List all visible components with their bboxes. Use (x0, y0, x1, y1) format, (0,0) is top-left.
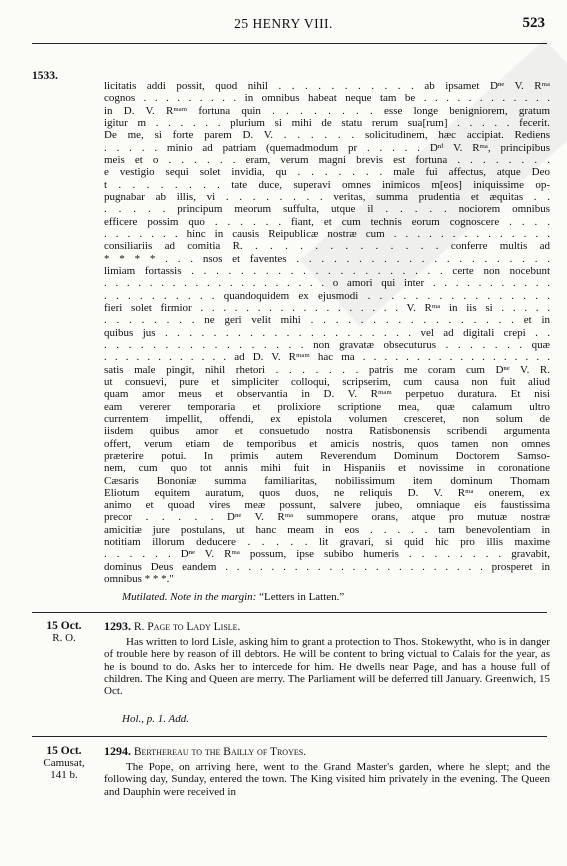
entry-source: Camusat, (43, 757, 85, 769)
entry-heading-1293 (104, 619, 550, 634)
text-line: fieri solet firmior . . . . . . . . . . . . . . . . . . V. Rᵐᵃ in iis si . . . . . (104, 301, 550, 314)
text-line: De me, si forte parem D. V. . . . . . . solicitudinem, hæc accipiat. Rediens (104, 129, 550, 142)
text-line: t . . . . . . . . tate duce, superavi omnes inimicos m[eos] iniquissime op- (104, 178, 550, 191)
entry-number: 1293. (104, 619, 131, 633)
section-rule (32, 612, 547, 613)
text-line: notitiam illorum deducere . . . . . lit gravari, si quid hic pro illis maxime (104, 536, 550, 549)
text-line: * * * * . . . nsos et faventes . . . . . . . . . . . . . . . . . . . . . (104, 252, 550, 265)
entry-body-1293: Has written to lord Lisle, asking him to grant a protection to Thos. Stokewytht, who is in danger of trouble here by reason of ill debtors. He will be content to bring victual to Calais for the year, as he is bound to do. Asks her to intercede for him. He dwells near Page, and has a house full of children. The King and Queen are merry. The Parliament will be deferred till January. Greenwich, 15 Oct. (104, 636, 550, 698)
entry-reference-1293: Hol., p. 1. Add. (122, 713, 190, 725)
text-line: . . . . . . . . . . . . ad D. V. Rᵐᵃᵐ hac ma . . . . . . . . . . . . . . . . . . (104, 351, 550, 364)
text-line: eam vererer temporaria et prolixiore scriptione mea, quæ calamum ultro (104, 400, 550, 413)
text-line: amicitiæ jure postulans, ut hanc meam in eos . . . . . tam benevolentiam in (104, 523, 550, 536)
entry-number: 1294. (104, 744, 131, 758)
text-line: animo et quoad vires meæ possunt, salvere jubeo, omniaque eis faustissima (104, 499, 550, 512)
text-line: cognos . . . . . . . . . in omnibus habeat neque tam be . . . . . . . . . . . . (104, 92, 550, 105)
text-line: . . . . . . . . . . . . . . . . . non gravatæ obsecuturus . . . . . . . quæ (104, 338, 550, 351)
text-line: igitur m . . . . . . plurium si mihi de statu rerum sua[rum] . . . . . fecerit. (104, 116, 550, 129)
text-line: omnibus * * *." (104, 573, 174, 586)
entry-body-1294: The Pope, on arriving here, went to the Grand Master's garden, where he slept; and the following day, Sunday, entered the town. The King visited him privately in the evening. The Queen and Dauphin were received in (104, 761, 550, 798)
text-line: . . . . . minio ad patriam (quemadmodum pr . . . . . Dⁿⁱ V. Rᵐᵃ, principibus (104, 141, 550, 154)
editorial-note (122, 591, 550, 603)
text-line: Cæsaris Bononiæ summa familiaritas, nobilissimum item dominum Thomam (104, 474, 550, 487)
note-mutilated: Mutilated. (122, 591, 168, 603)
section-rule (32, 736, 547, 737)
text-line: in D. V. Rᵐᵃᵐ fortuna quin . . . . . . . . esse longe benigniorem, gratum (104, 104, 550, 117)
text-line: . . . . . . . . ne geri velit mihi . . . . . . . . . . . . . . . . . et in (104, 314, 550, 327)
entry-date: 15 Oct. (46, 620, 82, 632)
text-line: præterire potui. In primis autem Reverendum Dominum Doctorem Samso- (104, 449, 550, 462)
entry-margin-1294 (28, 745, 100, 781)
text-line: limiam fortassis . . . . . . . . . . . . . . . . . . . . . certe non nocebunt (104, 264, 550, 277)
text-line: currentem impellit, offendi, ex epistola volumen cresceret, non solum de (104, 412, 550, 425)
running-title: 25 HENRY VIII. (234, 16, 333, 31)
entry-margin-1293 (28, 620, 100, 644)
text-line: nem, cum quo tot annis mihi fuit in Hispaniis et novissime in coronatione (104, 462, 550, 475)
text-line: . . . . . . . . . . quandoquidem ex ejusmodi . . . . . . . . . . . . . . . . (104, 289, 550, 302)
note-quote: “Letters in Latten.” (259, 591, 345, 603)
entry-source: R. O. (52, 632, 76, 644)
text-line: pugnabar ab illis, vi . . . . . . . . veritas, summa prudentia et æquitas . . (104, 190, 550, 203)
text-line: offert, verum etiam de temporibus et amicis nostris, quos tamen non omnes (104, 437, 550, 450)
entry-source-folio: 141 b. (50, 769, 78, 781)
entry-title: R. Page to Lady Lisle. (133, 621, 241, 633)
text-line: . . . . . . . . . . . . . . . . . . . . o amori qui inter . . . . . . . . . . . (104, 277, 550, 290)
note-margin: Note in the margin: (170, 591, 257, 603)
text-line: meis et o . . . . . . eram, verum magni brevis est fortuna . . . . . . . . (104, 153, 550, 166)
text-line: quam amor meus et observantia in D. V. Rᵐᵃᵐ perpetuo duratura. Et nisi (104, 388, 550, 401)
text-line: Eliotum equitem auratum, quos duos, ne reliquis D. V. Rᵐᵃ onerem, ex (104, 486, 550, 499)
header-rule (32, 43, 547, 44)
margin-year: 1533. (32, 70, 58, 82)
text-line: . . . . . . Dⁿᵉ V. Rᵐᵃ possum, ipse subibo humeris . . . . . . . . gravabit, (104, 548, 550, 561)
entry-title: Berthereau to the Bailly of Troyes. (133, 746, 307, 758)
text-line: satis male pingit, nihil rhetori . . . . . . . patris me coram cum Dⁿᵉ V. R. (104, 363, 550, 376)
text-line: precor . . . . . Dⁿᵉ V. Rᵐᵃ summopere orans, atque pro mutuæ nostræ (104, 511, 550, 524)
text-line: quibus jus . . . . . . . . . . . . . . . . . . . . . vel ad digitali crepi . . (104, 326, 550, 339)
text-line: ut consuevi, pure et simpliciter colloqui, scripserim, cum causa non fuit aliud (104, 375, 550, 388)
text-line: dominus Deus eandem . . . . . . . . . . . . . . . . . . . . . . . prosperet in (104, 560, 550, 573)
page-number: 523 (522, 15, 545, 31)
latin-letter-text (104, 80, 550, 585)
page-header (0, 14, 567, 34)
text-line: consiliariis ad comitia R. . . . . . . . . . . . . . conferre multis ad (104, 240, 550, 253)
entry-heading-1294 (104, 744, 550, 759)
text-line: licitatis addi possit, quod nihil . . . . . . . . . . . ab ipsamet Dⁿᵉ V. Rᵐᵃ (104, 80, 550, 92)
text-line: iisdem quibus amor et consuetudo nostra Ratisbonensis scribendi argumenta (104, 425, 550, 438)
text-line: efficere possim quo . . . . . . fiant, et cum technis eorum cognoscere . . . . (104, 215, 550, 228)
text-line: e vestigio sequi solet invidia, qu . . . . . . . male fui affectus, atque Deo (104, 166, 550, 179)
text-line: . . . . . principum meorum suffulta, utque il . . . . . nociorem omnibus (104, 203, 550, 216)
text-line: . . . . . . . hinc in causis Reipublicæ nostræ cum . . . . . . . . . . . . . . (104, 227, 550, 240)
entry-date: 15 Oct. (46, 745, 82, 757)
